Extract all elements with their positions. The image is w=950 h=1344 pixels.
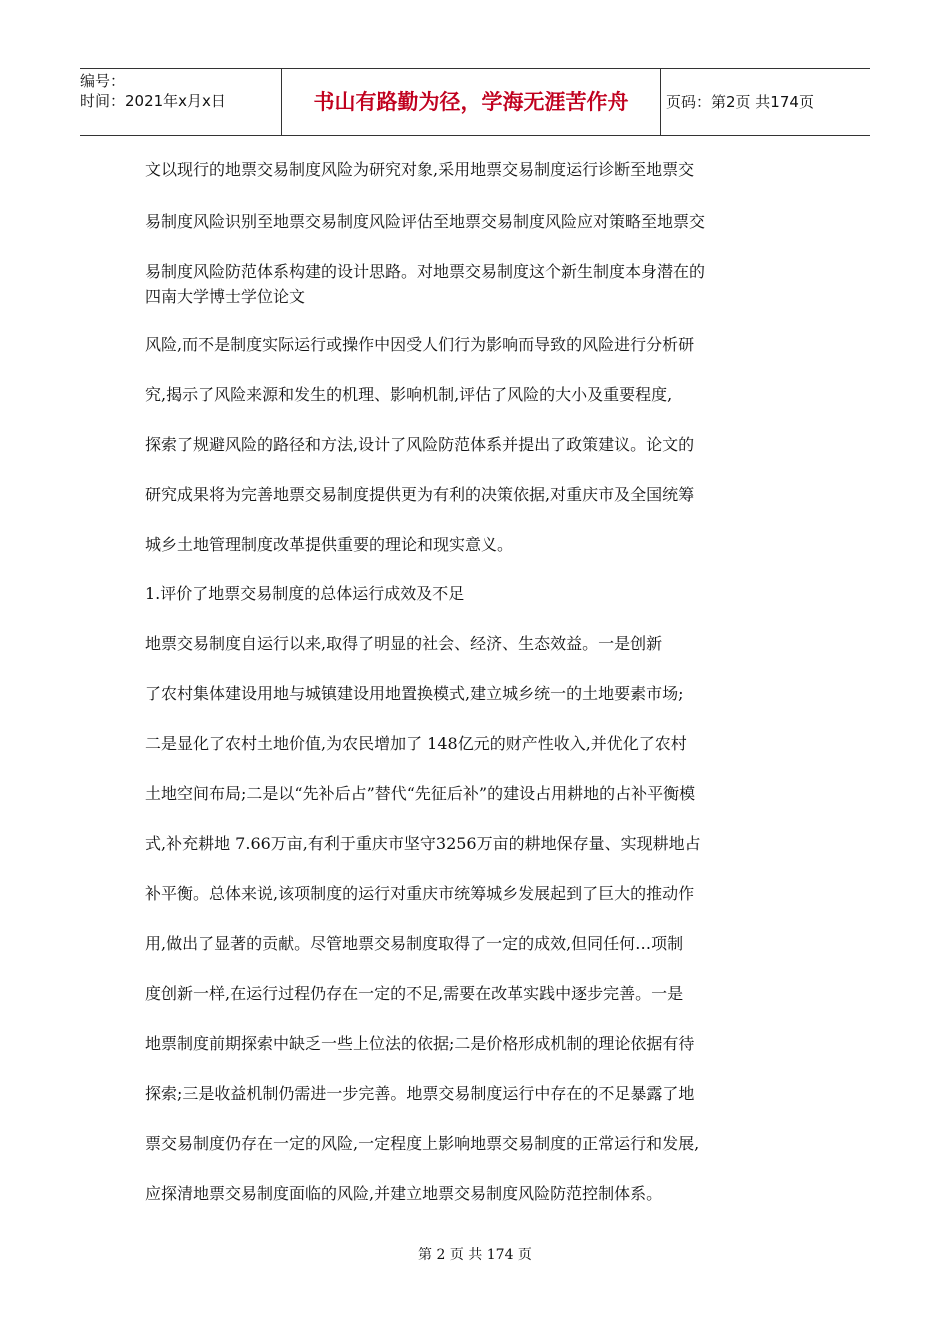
body-line: 应探清地票交易制度面临的风险,并建立地票交易制度风险防范控制体系。 — [145, 1184, 663, 1203]
body-line: 风险,而不是制度实际运行或操作中因受人们行为影响而导致的风险进行分析研 — [145, 335, 695, 354]
page-footer: 第 2 页 共 174 页 — [418, 1247, 532, 1263]
body-line: 二是显化了农村土地价值,为农民增加了 148亿元的财产性收入,并优化了农村 — [145, 734, 687, 753]
section-heading: 1.评价了地票交易制度的总体运行成效及不足 — [145, 584, 465, 603]
body-line: 研究成果将为完善地票交易制度提供更为有利的决策依据,对重庆市及全国统筹 — [145, 485, 695, 504]
document-number-label: 编号： — [80, 72, 126, 90]
body-line: 票交易制度仍存在一定的风险,一定程度上影响地票交易制度的正常运行和发展, — [145, 1134, 700, 1153]
document-date: 时间：2021年x月x日 — [80, 92, 226, 110]
body-line: 了农村集体建设用地与城镇建设用地置换模式,建立城乡统一的土地要素市场; — [145, 684, 684, 703]
body-line: 易制度风险识别至地票交易制度风险评估至地票交易制度风险应对策略至地票交 — [145, 212, 706, 231]
body-line: 文以现行的地票交易制度风险为研究对象,采用地票交易制度运行诊断至地票交 — [145, 160, 695, 179]
header-motto: 书山有路勤为径，学海无涯苦作舟 — [282, 69, 661, 135]
body-line: 土地空间布局;二是以“先补后占”替代“先征后补”的建设占用耕地的占补平衡模 — [145, 784, 696, 803]
body-line: 用,做出了显著的贡献。尽管地票交易制度取得了一定的成效,但同任何…项制 — [145, 934, 684, 953]
header-meta — [80, 69, 282, 135]
page-header — [80, 68, 870, 136]
running-title: 四南大学博士学位论文 — [145, 287, 306, 306]
body-line: 究,揭示了风险来源和发生的机理、影响机制,评估了风险的大小及重要程度, — [145, 385, 673, 404]
body-line: 度创新一样,在运行过程仍存在一定的不足,需要在改革实践中逐步完善。一是 — [145, 984, 684, 1003]
body-line: 地票交易制度自运行以来,取得了明显的社会、经济、生态效益。一是创新 — [145, 634, 663, 653]
body-line: 易制度风险防范体系构建的设计思路。对地票交易制度这个新生制度本身潜在的 — [145, 262, 706, 281]
body-line: 式,补充耕地 7.66万亩,有利于重庆市坚守3256万亩的耕地保存量、实现耕地占 — [145, 834, 701, 853]
body-line: 补平衡。总体来说,该项制度的运行对重庆市统筹城乡发展起到了巨大的推动作 — [145, 884, 695, 903]
body-line: 城乡土地管理制度改革提供重要的理论和现实意义。 — [145, 535, 514, 554]
header-page-info: 页码：第2页 共174页 — [666, 93, 814, 111]
body-line: 探索了规避风险的路径和方法,设计了风险防范体系并提出了政策建议。论文的 — [145, 435, 695, 454]
body-line: 地票制度前期探索中缺乏一些上位法的依据;二是价格形成机制的理论依据有待 — [145, 1034, 695, 1053]
body-line: 探索;三是收益机制仍需进一步完善。地票交易制度运行中存在的不足暴露了地 — [145, 1084, 695, 1103]
